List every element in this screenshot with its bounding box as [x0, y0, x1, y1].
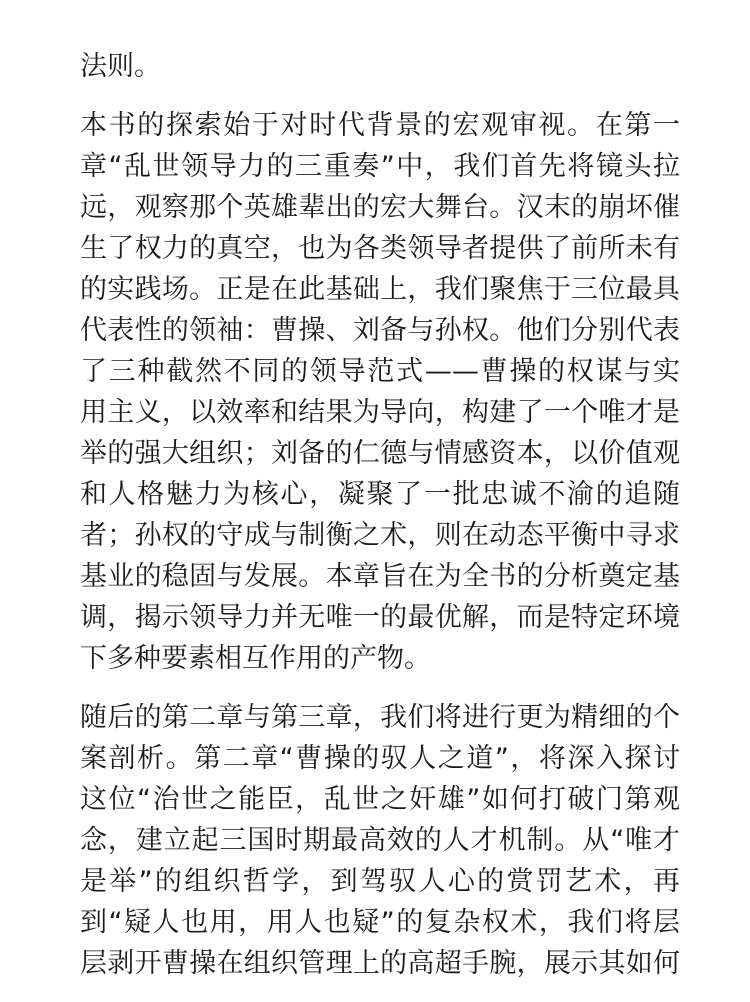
text-line: 本书的探索始于对时代背景的宏观审视。在第一 — [80, 110, 680, 141]
paragraph-3 — [80, 697, 680, 984]
text-line: 基业的稳固与发展。本章旨在为全书的分析奠定基 — [80, 561, 680, 592]
text-line: 举的强大组织；刘备的仁德与情感资本，以价值观 — [80, 438, 680, 469]
text-line: 到“疑人也用，用人也疑”的复杂权术，我们将层 — [80, 907, 680, 938]
text-line: 下多种要素相互作用的产物。 — [80, 643, 431, 674]
text-line: 层剥开曹操在组织管理上的高超手腕，展示其如何 — [80, 948, 680, 979]
paragraph-1 — [80, 46, 680, 87]
text-line: 这位“治世之能臣，乱世之奸雄”如何打破门第观 — [80, 784, 680, 815]
text-line: 代表性的领袖：曹操、刘备与孙权。他们分别代表 — [80, 315, 680, 346]
text-line: 和人格魅力为核心，凝聚了一批忠诚不渝的追随 — [80, 479, 680, 510]
text-line: 念，建立起三国时期最高效的人才机制。从“唯才 — [80, 825, 680, 856]
text-line: 了三种截然不同的领导范式——曹操的权谋与实 — [80, 356, 680, 387]
text-line: 调，揭示领导力并无唯一的最优解，而是特定环境 — [80, 602, 680, 633]
text-line: 法则。 — [80, 51, 161, 82]
text-line: 的实践场。正是在此基础上，我们聚焦于三位最具 — [80, 274, 680, 305]
document-body — [80, 46, 680, 1002]
text-line: 案剖析。第二章“曹操的驭人之道”，将深入探讨 — [80, 743, 680, 774]
text-line: 远，观察那个英雄辈出的宏大舞台。汉末的崩坏催 — [80, 192, 680, 223]
paragraph-2 — [80, 105, 680, 679]
text-line: 是举”的组织哲学，到驾驭人心的赏罚艺术，再 — [80, 866, 680, 897]
text-line: 随后的第二章与第三章，我们将进行更为精细的个 — [80, 702, 680, 733]
text-line: 生了权力的真空，也为各类领导者提供了前所未有 — [80, 233, 680, 264]
text-line: 章“乱世领导力的三重奏”中，我们首先将镜头拉 — [80, 151, 680, 182]
text-line: 者；孙权的守成与制衡之术，则在动态平衡中寻求 — [80, 520, 680, 551]
text-line: 用主义，以效率和结果为导向，构建了一个唯才是 — [80, 397, 680, 428]
